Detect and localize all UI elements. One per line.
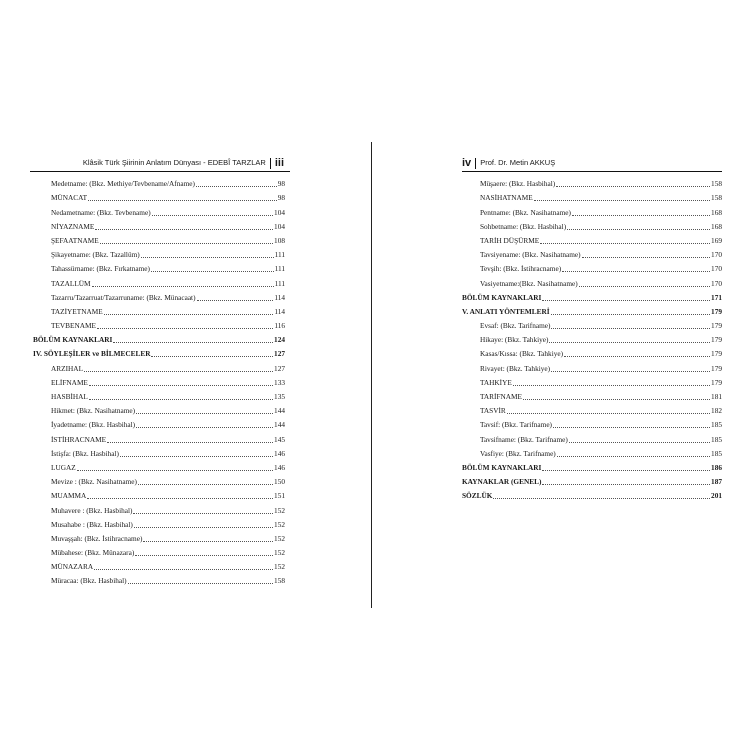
toc-entry	[33, 374, 285, 388]
toc-entry-page: 127	[274, 349, 285, 359]
dot-leader	[551, 371, 710, 372]
toc-entry-page: 152	[274, 533, 285, 543]
toc-entry-page: 135	[274, 392, 285, 401]
toc-entry	[462, 331, 722, 345]
toc-entry	[33, 260, 285, 274]
toc-entry	[33, 501, 285, 515]
toc-entry-page: 201	[711, 491, 722, 501]
header-separator	[475, 158, 476, 169]
toc-entry-label: Vasiyetname:(Bkz. Nasihatname)	[480, 278, 578, 288]
left-page	[0, 0, 372, 750]
dot-leader	[141, 257, 274, 258]
toc-entry-page: 171	[711, 292, 722, 302]
right-running-header	[462, 156, 555, 170]
toc-entry	[462, 345, 722, 359]
toc-entry-page: 179	[711, 335, 722, 345]
toc-entry	[33, 303, 285, 317]
dot-leader	[523, 399, 710, 400]
toc-entry-label: Kasas/Kıssa: (Bkz. Tahkiye)	[480, 349, 564, 359]
dot-leader	[579, 286, 710, 287]
toc-entry-label: IV. SÖYLEŞİLER ve BİLMECELER	[33, 349, 151, 359]
toc-entry-page: 181	[711, 392, 722, 401]
toc-entry-label: Mevize : (Bkz. Nasihatname)	[51, 477, 137, 487]
toc-entry-label: Sohbetname: (Bkz. Hasbihal)	[480, 221, 567, 231]
toc-entry-page: 179	[711, 363, 722, 373]
right-page-number: iv	[462, 157, 472, 170]
toc-entry-label: Pentname: (Bkz. Nasihatname)	[480, 207, 571, 217]
toc-entry-page: 98	[277, 179, 285, 189]
dot-leader	[89, 399, 273, 400]
dot-leader	[542, 484, 710, 485]
toc-entry-page: 168	[711, 221, 722, 231]
dot-leader	[77, 470, 273, 471]
toc-entry-page: 168	[711, 207, 722, 217]
toc-entry-label: KAYNAKLAR (GENEL)	[462, 477, 542, 487]
toc-entry-page: 133	[274, 377, 285, 387]
toc-entry	[462, 175, 722, 189]
toc-entry-page: 169	[711, 235, 722, 245]
dot-leader	[542, 470, 710, 471]
toc-entry-label: Müracaa: (Bkz. Hasbihal)	[51, 576, 127, 586]
toc-entry-label: TASVİR	[480, 406, 506, 416]
dot-leader	[196, 186, 277, 187]
dot-leader	[134, 527, 273, 528]
toc-entry-label: BÖLÜM KAYNAKLARI	[462, 462, 542, 472]
toc-entry-page: 152	[274, 562, 285, 572]
toc-entry-page: 158	[274, 576, 285, 586]
toc-entry-page: 124	[274, 335, 285, 345]
toc-entry-page: 111	[274, 264, 285, 274]
toc-entry-label: Tahassürname: (Bkz. Fırkatname)	[51, 264, 150, 274]
toc-entry-page: 150	[274, 477, 285, 487]
dot-leader	[89, 385, 273, 386]
toc-entry-page: 151	[274, 491, 285, 501]
toc-entry-page: 108	[274, 235, 285, 245]
dot-leader	[534, 200, 710, 201]
toc-entry	[462, 388, 722, 402]
toc-entry-page: 179	[711, 306, 722, 316]
left-header-rule	[30, 171, 290, 172]
toc-entry-label: TAZİYETNAME	[51, 306, 103, 316]
dot-leader	[107, 442, 273, 443]
dot-leader	[104, 314, 274, 315]
toc-entry-label: NİYAZNAME	[51, 221, 95, 231]
toc-entry-label: Rivayet: (Bkz. Tahkiye)	[480, 363, 551, 373]
toc-entry-label: ELİFNAME	[51, 377, 88, 387]
toc-entry-label: Tavsiyename: (Bkz. Nasihatname)	[480, 250, 581, 260]
dot-leader	[97, 328, 273, 329]
toc-entry-label: NASİHATNAME	[480, 193, 533, 203]
toc-section-heading	[33, 331, 285, 345]
toc-entry-label: İstişfa: (Bkz. Hasbihal)	[51, 448, 119, 458]
toc-entry	[462, 359, 722, 373]
toc-entry	[33, 544, 285, 558]
toc-section-heading	[462, 487, 722, 501]
toc-section-heading	[462, 303, 722, 317]
toc-entry-label: Tevşih: (Bkz. İstihracname)	[480, 264, 562, 274]
toc-entry-label: BÖLÜM KAYNAKLARI	[33, 335, 113, 345]
toc-entry-page: 185	[711, 434, 722, 444]
toc-entry	[33, 246, 285, 260]
toc-entry-label: TARİFNAME	[480, 392, 522, 401]
toc-entry	[33, 416, 285, 430]
toc-entry-page: 98	[277, 193, 285, 203]
toc-entry	[33, 530, 285, 544]
toc-entry-label: MÜNACAT	[51, 193, 88, 203]
toc-entry	[462, 189, 722, 203]
dot-leader	[567, 229, 710, 230]
left-running-header	[83, 156, 284, 170]
toc-entry-page: 185	[711, 448, 722, 458]
toc-entry	[33, 430, 285, 444]
dot-leader	[100, 243, 273, 244]
toc-entry-page: 187	[711, 477, 722, 487]
toc-entry	[33, 473, 285, 487]
toc-entry-label: Müşaere: (Bkz. Hasbihal)	[480, 179, 556, 189]
toc-entry-page: 182	[711, 406, 722, 416]
toc-entry-label: TEVBENAME	[51, 321, 96, 331]
toc-entry-label: İyadetname: (Bkz. Hasbihal)	[51, 420, 136, 430]
toc-entry-label: HASBİHAL	[51, 392, 88, 401]
toc-entry-page: 144	[274, 420, 285, 430]
page-gutter-divider	[371, 142, 372, 608]
toc-entry-page: 170	[711, 264, 722, 274]
toc-entry-label: Tazarru/Tazarruat/Tazarruname: (Bkz. Münacaat)	[51, 292, 196, 302]
toc-entry	[33, 487, 285, 501]
toc-entry-page: 179	[711, 349, 722, 359]
toc-entry	[33, 558, 285, 572]
toc-section-heading	[462, 459, 722, 473]
toc-entry-label: MUAMMA	[51, 491, 87, 501]
right-header-rule	[462, 171, 722, 172]
toc-entry	[462, 402, 722, 416]
toc-entry	[33, 274, 285, 288]
toc-entry-page: 146	[274, 448, 285, 458]
dot-leader	[553, 427, 710, 428]
right-page	[374, 0, 750, 750]
toc-entry-page: 114	[274, 306, 285, 316]
left-page-number: iii	[274, 157, 284, 170]
dot-leader	[151, 356, 273, 357]
dot-leader	[564, 356, 710, 357]
toc-entry-page: 170	[711, 250, 722, 260]
toc-entry-label: BÖLÜM KAYNAKLARI	[462, 292, 542, 302]
toc-entry-label: TAHKİYE	[480, 377, 512, 387]
toc-entry	[462, 374, 722, 388]
dot-leader	[569, 442, 710, 443]
toc-entry	[462, 445, 722, 459]
toc-entry-label: LUGAZ	[51, 462, 76, 472]
toc-entry-label: SÖZLÜK	[462, 491, 493, 501]
toc-entry-page: 170	[711, 278, 722, 288]
toc-entry-page: 146	[274, 462, 285, 472]
toc-entry	[462, 416, 722, 430]
toc-entry-page: 185	[711, 420, 722, 430]
toc-entry-label: Nedametname: (Bkz. Tevbename)	[51, 207, 151, 217]
dot-leader	[136, 427, 273, 428]
toc-entry-page: 158	[711, 179, 722, 189]
dot-leader	[551, 314, 710, 315]
toc-entry	[462, 317, 722, 331]
dot-leader	[493, 498, 710, 499]
dot-leader	[120, 456, 273, 457]
left-toc-list	[33, 175, 285, 586]
dot-leader	[135, 555, 273, 556]
toc-entry	[33, 203, 285, 217]
toc-entry-page: 111	[274, 250, 285, 260]
toc-entry-label: TAZALLÜM	[51, 278, 91, 288]
dot-leader	[94, 569, 273, 570]
toc-entry	[33, 218, 285, 232]
toc-entry	[462, 203, 722, 217]
toc-entry	[462, 430, 722, 444]
header-separator	[270, 158, 271, 169]
toc-entry	[33, 289, 285, 303]
dot-leader	[143, 541, 273, 542]
dot-leader	[557, 456, 710, 457]
dot-leader	[152, 215, 273, 216]
toc-entry	[33, 402, 285, 416]
toc-entry-page: 114	[274, 292, 285, 302]
toc-entry-page: 111	[274, 278, 285, 288]
dot-leader	[88, 200, 277, 201]
dot-leader	[513, 385, 710, 386]
toc-entry	[462, 218, 722, 232]
toc-entry-page: 158	[711, 193, 722, 203]
toc-entry	[462, 274, 722, 288]
toc-entry	[33, 388, 285, 402]
dot-leader	[572, 215, 710, 216]
toc-entry	[33, 317, 285, 331]
toc-entry	[33, 572, 285, 586]
toc-entry-label: Evsaf: (Bkz. Tarifname)	[480, 321, 551, 331]
toc-entry-page: 152	[274, 519, 285, 529]
toc-entry-page: 145	[274, 434, 285, 444]
dot-leader	[556, 186, 710, 187]
dot-leader	[84, 371, 273, 372]
toc-entry-label: Mübahese: (Bkz. Münazara)	[51, 548, 135, 558]
toc-entry-page: 152	[274, 505, 285, 515]
dot-leader	[136, 413, 273, 414]
dot-leader	[95, 229, 273, 230]
dot-leader	[113, 342, 273, 343]
toc-entry-label: İSTİHRACNAME	[51, 434, 107, 444]
toc-entry-page: 152	[274, 548, 285, 558]
toc-entry-page: 116	[274, 321, 285, 331]
toc-entry-label: Muhavere : (Bkz. Hasbihal)	[51, 505, 133, 515]
dot-leader	[540, 243, 710, 244]
toc-entry-label: Tavsifname: (Bkz. Tarifname)	[480, 434, 568, 444]
dot-leader	[197, 300, 274, 301]
right-toc-list	[462, 175, 722, 501]
dot-leader	[138, 484, 273, 485]
toc-entry-page: 186	[711, 462, 722, 472]
toc-entry-label: Musahabe : (Bkz. Hasbihal)	[51, 519, 133, 529]
toc-entry	[33, 445, 285, 459]
toc-entry	[462, 260, 722, 274]
toc-entry-page: 144	[274, 406, 285, 416]
toc-entry-label: ARZIHAL	[51, 363, 84, 373]
toc-entry-label: Hikmet: (Bkz. Nasihatname)	[51, 406, 136, 416]
toc-entry-label: TARİH DÜŞÜRME	[480, 235, 540, 245]
toc-entry	[33, 175, 285, 189]
toc-section-heading	[462, 289, 722, 303]
dot-leader	[507, 413, 710, 414]
toc-entry-label: Şikayetname: (Bkz. Tazallüm)	[51, 250, 140, 260]
toc-entry	[33, 359, 285, 373]
toc-entry-label: Medetname: (Bkz. Methiye/Tevbename/Afname)	[51, 179, 195, 189]
toc-entry-label: Muvaşşah: (Bkz. İstihracname)	[51, 533, 143, 543]
dot-leader	[128, 583, 273, 584]
toc-entry-label: V. ANLATI YÖNTEMLERİ	[462, 306, 550, 316]
dot-leader	[87, 498, 273, 499]
author-name: Prof. Dr. Metin AKKUŞ	[480, 158, 556, 167]
dot-leader	[562, 271, 710, 272]
toc-section-heading	[33, 345, 285, 359]
dot-leader	[151, 271, 274, 272]
toc-section-heading	[462, 473, 722, 487]
dot-leader	[133, 513, 273, 514]
toc-entry-page: 127	[274, 363, 285, 373]
toc-entry-label: Vasfiye: (Bkz. Tarifname)	[480, 448, 556, 458]
toc-entry-label: Tavsif: (Bkz. Tarifname)	[480, 420, 552, 430]
toc-entry-page: 179	[711, 321, 722, 331]
toc-entry	[33, 516, 285, 530]
toc-entry-label: Hikaye: (Bkz. Tahkiye)	[480, 335, 549, 345]
toc-entry-page: 104	[274, 221, 285, 231]
toc-entry	[33, 232, 285, 246]
dot-leader	[542, 300, 710, 301]
toc-entry-label: MÜNAZARA	[51, 562, 94, 572]
dot-leader	[549, 342, 710, 343]
toc-entry	[462, 232, 722, 246]
dot-leader	[551, 328, 710, 329]
toc-entry	[33, 459, 285, 473]
book-title: Klâsik Türk Şiirinin Anlatım Dünyası - EDEBÎ TARZLAR	[82, 158, 266, 167]
dot-leader	[92, 286, 274, 287]
toc-entry-label: ŞEFAATNAME	[51, 235, 99, 245]
dot-leader	[582, 257, 710, 258]
toc-entry	[462, 246, 722, 260]
toc-entry	[33, 189, 285, 203]
toc-entry-page: 179	[711, 377, 722, 387]
toc-entry-page: 104	[274, 207, 285, 217]
